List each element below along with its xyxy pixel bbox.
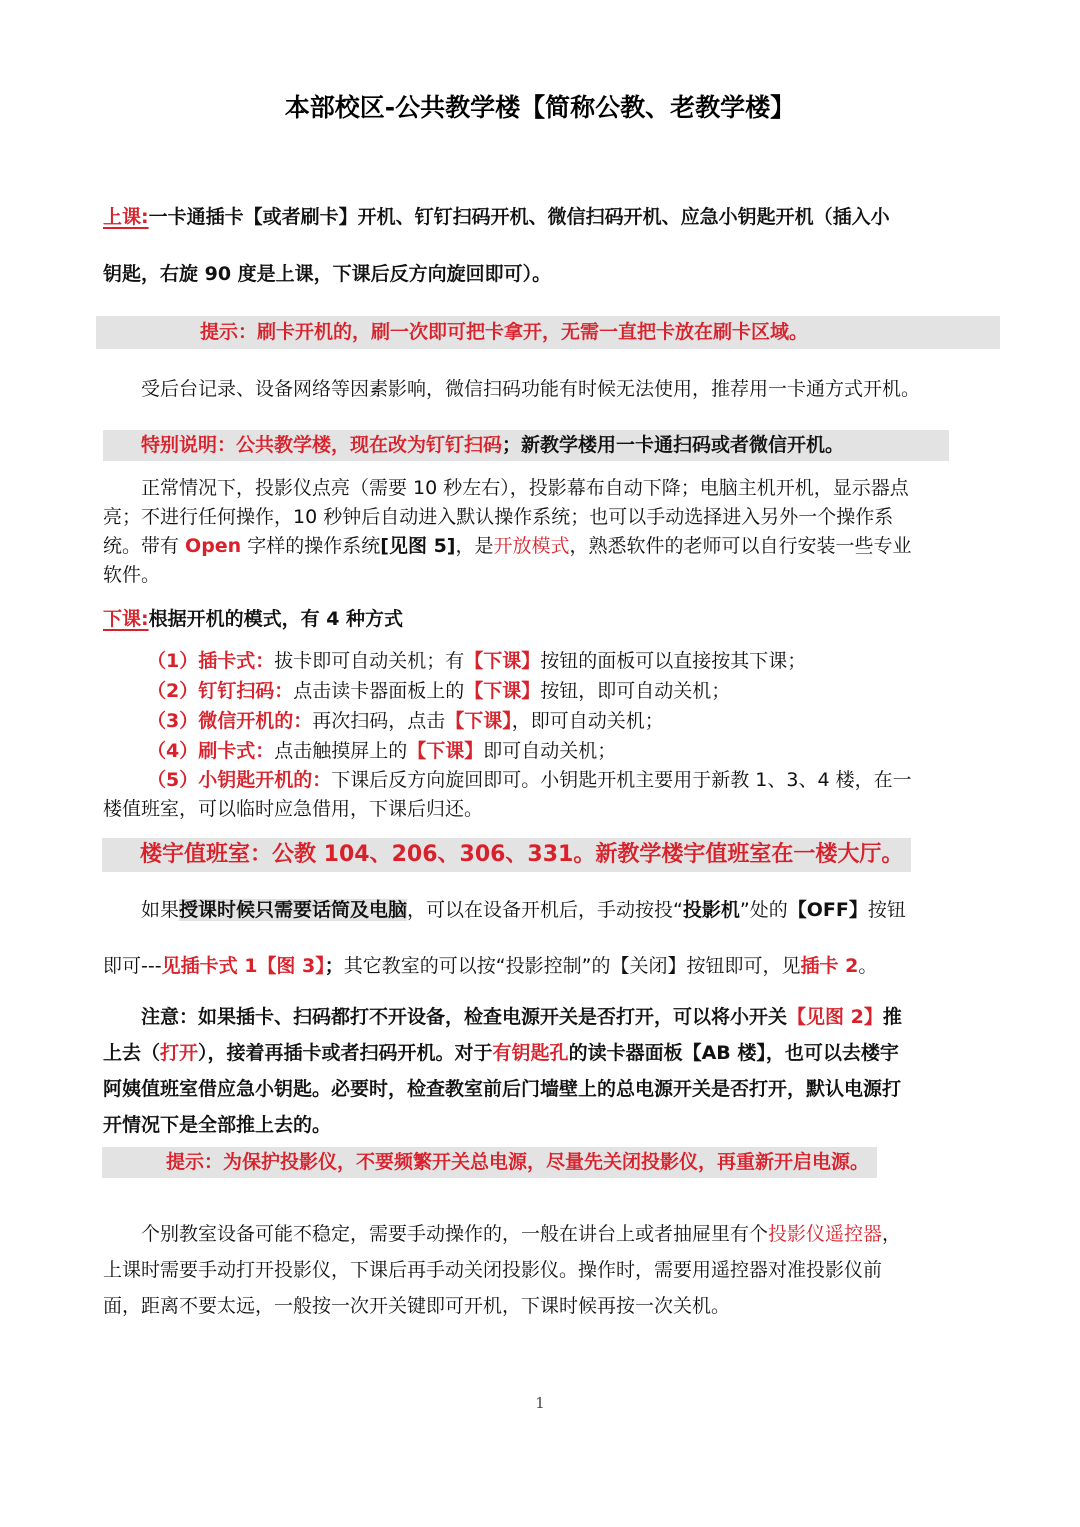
duty-room	[102, 838, 1002, 872]
item-label: （1）插卡式：	[147, 650, 275, 672]
open-text: Open	[185, 535, 242, 557]
projector-label: 投影机	[682, 899, 740, 921]
mic-line2	[103, 952, 1003, 981]
normal-line3	[103, 532, 1003, 561]
special-note-black: ；新教学楼用一卡通扫码或者微信开机。	[502, 434, 845, 456]
fig2-ref: 【见图 2】	[787, 1006, 883, 1028]
note-network: 受后台记录、设备网络等因素影响，微信扫码功能有时候无法使用，推荐用一卡通方式开机。	[141, 378, 921, 400]
card-ref-1: 见插卡式 1【图 3】	[161, 955, 325, 977]
item-label: （4）刷卡式：	[147, 740, 275, 762]
attention-text: 注意：如果插卡、扫码都打不开设备，检查电源开关是否打开，可以将小开关	[141, 1006, 788, 1028]
normal-line1: 正常情况下，投影仪点亮（需要 10 秒左右），投影幕布自动下降；电脑主机开机，显示器点	[141, 477, 909, 499]
remote-line1	[103, 1220, 1041, 1249]
open-switch: 打开	[160, 1042, 199, 1064]
normal-line4: 软件。	[103, 564, 161, 586]
class-end-text: 根据开机的模式，有 4 种方式	[148, 608, 404, 630]
mic-text: ”处的	[739, 899, 788, 921]
keyhole-text: 有钥匙孔	[492, 1042, 569, 1064]
item-button-text: 【下课】	[445, 710, 512, 732]
normal-line2: 亮；不进行任何操作，10 秒钟后自动进入默认操作系统；也可以手动选择进入另外一个操作系	[103, 506, 894, 528]
item-button-text: 【下课】	[407, 740, 484, 762]
card-ref-2: 插卡 2	[800, 955, 859, 977]
fig5-ref: [见图 5]	[380, 535, 456, 557]
duty-room-text: 楼宇值班室：公教 104、206、306、331。新教学楼宇值班室在一楼大厅。	[102, 838, 911, 872]
class-end-item-1	[103, 647, 1047, 676]
item-label: （5）小钥匙开机的：	[147, 769, 332, 791]
mic-text: 如果	[141, 899, 180, 921]
item-text: 即可自动关机；	[483, 740, 617, 762]
tip-card: 提示：刷卡开机的，刷一次即可把卡拿开，无需一直把卡放在刷卡区域。	[96, 316, 1000, 349]
class-end-item-4	[103, 737, 1047, 766]
off-button-label: 【OFF】	[787, 899, 868, 921]
open-mode: 开放模式	[493, 535, 570, 557]
normal-line3-c: ，是	[455, 535, 494, 557]
page-title: 本部校区-公共教学楼【简称公教、老教学楼】	[284, 93, 796, 122]
attention-text: 的读卡器面板【AB 楼】，也可以去楼宇	[568, 1042, 899, 1064]
class-end-item-5	[103, 766, 1047, 795]
attention-text: 上去（	[103, 1042, 161, 1064]
mic-text: ，可以在设备开机后，手动按投“	[407, 899, 683, 921]
remote-control-text: 投影仪遥控器	[768, 1223, 883, 1245]
remote-line3: 面，距离不要太远，一般按一次开关键即可开机，下课时候再按一次关机。	[103, 1295, 731, 1317]
tip-power-text: 提示：为保护投影仪，不要频繁开关总电源，尽量先关闭投影仪，再重新开启电源。	[102, 1147, 877, 1178]
item-button-text: 【下课】	[464, 680, 541, 702]
item-text: 点击读卡器面板上的	[293, 680, 465, 702]
mic-text: 。	[858, 955, 878, 977]
remote-text: 个别教室设备可能不稳定，需要手动操作的，一般在讲台上或者抽屉里有个	[141, 1223, 769, 1245]
remote-text: ，	[882, 1223, 902, 1245]
item-text: 下课后反方向旋回即可。小钥匙开机主要用于新教 1、3、4 楼，在一	[331, 769, 912, 791]
item-label: （2）钉钉扫码：	[147, 680, 294, 702]
mic-text: 即可---	[103, 955, 162, 977]
page-number: 1	[535, 1394, 545, 1412]
mic-text: 其它教室的可以按“投影控制”的【关闭】按钮即可，见	[343, 955, 801, 977]
class-end-label: 下课:	[103, 608, 149, 630]
attention-text: 推	[882, 1006, 902, 1028]
item-text: 再次扫码，点击	[312, 710, 446, 732]
class-start-line2: 钥匙，右旋 90 度是上课，下课后反方向旋回即可）。	[103, 263, 552, 285]
class-start-line1	[103, 203, 1003, 232]
mic-line1	[103, 896, 1041, 925]
tip-power	[102, 1147, 1002, 1178]
special-note-red: 特别说明：公共教学楼，现在改为钉钉扫码	[141, 434, 503, 456]
item-text: 点击触摸屏上的	[274, 740, 408, 762]
mic-text: 按钮	[867, 899, 906, 921]
mic-text: ；	[324, 955, 344, 977]
special-note-box	[103, 430, 949, 461]
attention-line2	[103, 1039, 1003, 1068]
remote-line2: 上课时需要手动打开投影仪，下课后再手动关闭投影仪。操作时，需要用遥控器对准投影仪前	[103, 1259, 883, 1281]
tip-card-box	[102, 316, 1008, 349]
item-button-text: 【下课】	[464, 650, 541, 672]
attention-text: ），接着再插卡或者扫码开机。对于	[198, 1042, 493, 1064]
mic-highlight: 授课时候只需要话筒及电脑	[179, 899, 408, 921]
normal-line3-b: 字样的操作系统	[241, 535, 381, 557]
class-end-heading	[103, 605, 1003, 634]
attention-line4: 开情况下是全部推上去的。	[103, 1114, 332, 1136]
item-text: ，即可自动关机；	[511, 710, 664, 732]
item-label: （3）微信开机的：	[147, 710, 313, 732]
item-text: 按钮的面板可以直接按其下课；	[540, 650, 807, 672]
normal-line3-d: ，熟悉软件的老师可以自行安装一些专业	[569, 535, 912, 557]
class-end-item-5-line2: 楼值班室，可以临时应急借用，下课后归还。	[103, 798, 484, 820]
class-end-item-3	[103, 707, 1047, 736]
item-text: 按钮，即可自动关机；	[540, 680, 731, 702]
special-note	[103, 430, 949, 461]
attention-line3: 阿姨值班室借应急小钥匙。必要时，检查教室前后门墙壁上的总电源开关是否打开，默认电源打	[103, 1078, 902, 1100]
class-start-label: 上课:	[103, 206, 149, 228]
normal-line3-a: 统。带有	[103, 535, 186, 557]
attention-line1	[103, 1003, 1041, 1032]
item-text: 拔卡即可自动关机；有	[274, 650, 465, 672]
class-start-text1: 一卡通插卡【或者刷卡】开机、钉钉扫码开机、微信扫码开机、应急小钥匙开机（插入小	[148, 206, 890, 228]
class-end-item-2	[103, 677, 1047, 706]
